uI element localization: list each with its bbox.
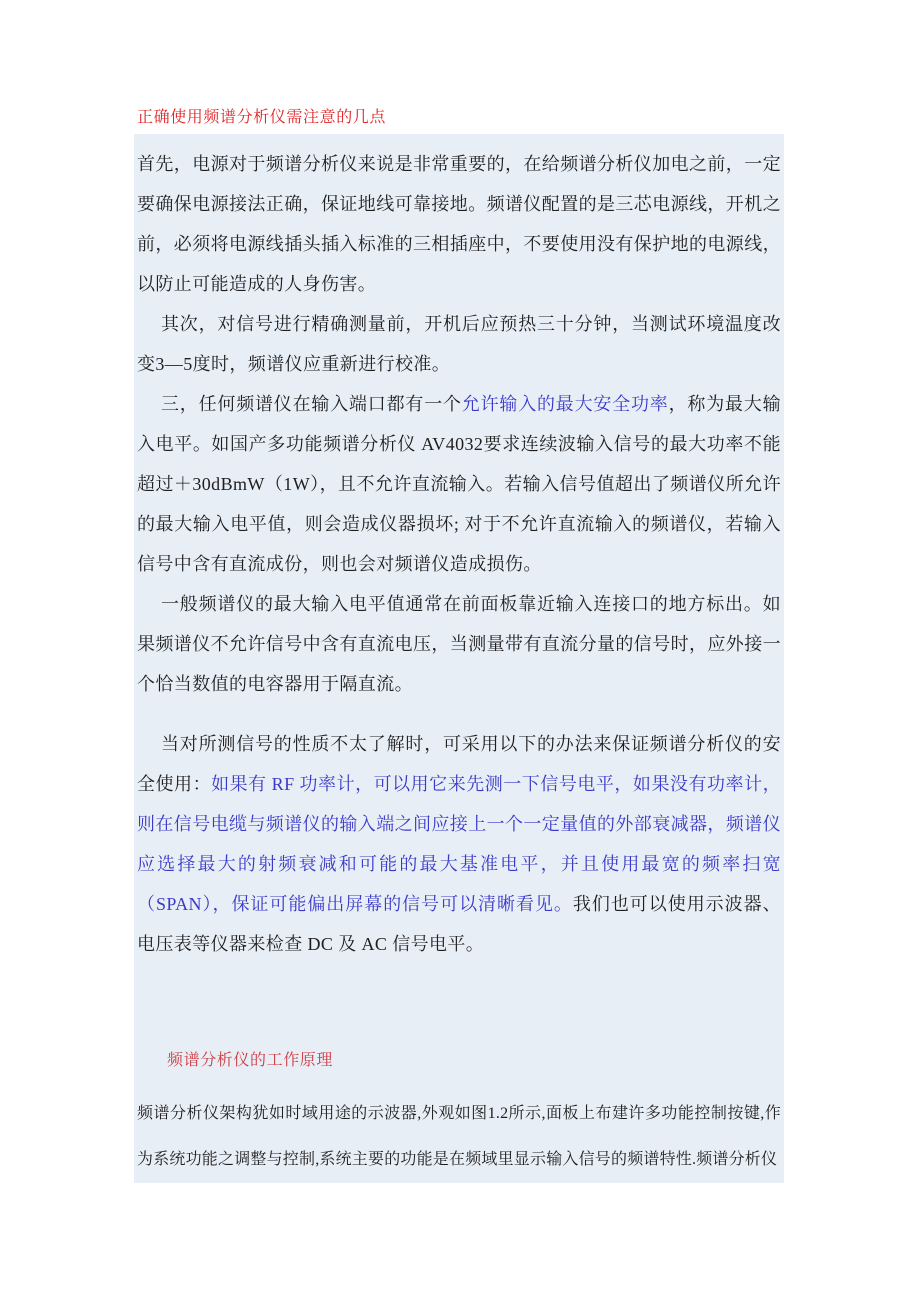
section-heading-usage-notes: 正确使用频谱分析仪需注意的几点 bbox=[137, 109, 387, 126]
para-max-input-power bbox=[134, 384, 784, 584]
para-power-supply bbox=[134, 144, 784, 304]
paragraph-text: 首先，电源对于频谱分析仪来说是非常重要的，在给频谱分析仪加电之前，一定要确保电源接法正确，保证地线可靠接地。频谱仪配置的是三芯电源线，开机之前，必须将电源线插头插入标准的三相插座中，不要使用没有保护地的电源线，以防止可能造成的人身伤害。 bbox=[137, 154, 781, 294]
para-safety-methods bbox=[134, 724, 784, 964]
paragraph-text: ，称为最大输入电平。如国产多功能频谱分析仪 AV4032要求连续波输入信号的最大功率不能超过＋30dBmW（1W），且不允许直流输入。若输入信号值超出了频谱仪所允许的最大输入电平值，则会造成仪器损坏; 对于不允许直流输入的频谱仪，若输入信号中含有直流成份，则也会对频谱仪造成损伤。 bbox=[137, 394, 781, 574]
content-block bbox=[134, 134, 784, 1183]
para-warmup-calibration bbox=[134, 304, 784, 384]
para-analyzer-architecture bbox=[134, 1091, 784, 1183]
paragraph-text: 三，任何频谱仪在输入端口都有一个 bbox=[161, 394, 462, 414]
paragraph-text: 我们也可以使用示波器、电压表等仪器来检查 DC 及 AC 信号电平。 bbox=[137, 894, 781, 954]
paragraph-text: 其次，对信号进行精确测量前，开机后应预热三十分钟，当测试环境温度改变3—5度时，频谱仪应重新进行校准。 bbox=[137, 314, 781, 374]
section-heading-working-principle: 频谱分析仪的工作原理 bbox=[167, 1052, 334, 1069]
emphasis-blue-text: 允许输入的最大安全功率 bbox=[461, 394, 669, 414]
paragraph-text: 一般频谱仪的最大输入电平值通常在前面板靠近输入连接口的地方标出。如果频谱仪不允许信号中含有直流电压，当测量带有直流分量的信号时，应外接一个恰当数值的电容器用于隔直流。 bbox=[137, 594, 781, 694]
emphasis-blue-text: 如果有 RF 功率计，可以用它来先测一下信号电平，如果没有功率计，则在信号电缆与频谱仪的输入端之间应接上一个一定量值的外部衰减器，频谱仪应选择最大的射频衰减和可能的最大基准电平，并且使用最宽的频率扫宽（SPAN），保证可能偏出屏幕的信号可以清晰看见。 bbox=[137, 774, 781, 914]
para-max-level-marking bbox=[134, 584, 784, 704]
paragraph-text: 当对所测信号的性质不太了解时，可采用以下的办法来保证频谱分析仪的安全使用： bbox=[137, 734, 781, 794]
paragraph-text: 频谱分析仪架构犹如时域用途的示波器,外观如图1.2所示,面板上布建许多功能控制按键,作为系统功能之调整与控制,系统主要的功能是在频域里显示输入信号的频谱特性.频谱分析仪 bbox=[137, 1105, 781, 1168]
